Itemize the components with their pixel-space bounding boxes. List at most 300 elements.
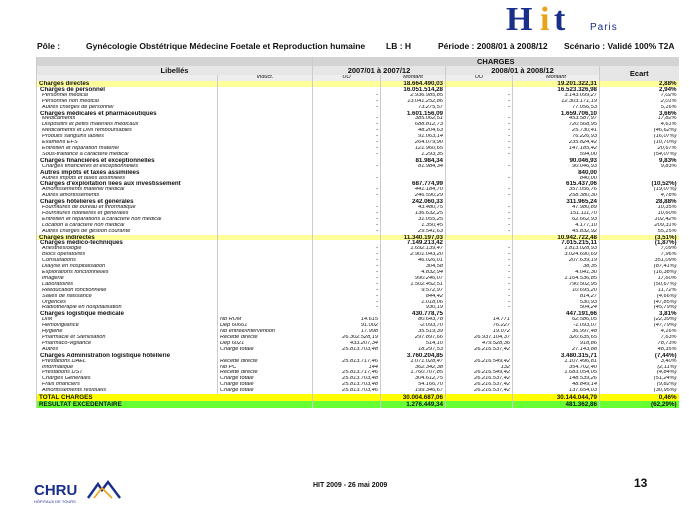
row-uo-2008: - xyxy=(446,258,513,264)
row-uo-2008: 132 xyxy=(446,365,513,371)
table-title: CHARGES xyxy=(313,57,679,66)
footer-caption: HIT 2009 - 26 mai 2009 xyxy=(313,482,388,489)
row-ecart: (9,82%) xyxy=(600,382,679,388)
row-montant-2008: 258.380,30 xyxy=(513,193,600,199)
row-label: Examens EFS xyxy=(37,140,218,146)
row-montant-2008: 137.654,03 xyxy=(513,388,600,394)
row-montant-2008: 453.587,97 xyxy=(513,116,600,122)
row-ecart: (16,38%) xyxy=(600,270,679,276)
row-uo-2008: - xyxy=(446,193,513,199)
col-ecart: Ecart xyxy=(600,66,679,81)
row-montant-2008: 235.824,42 xyxy=(513,140,600,146)
row-ecart: 2,88% xyxy=(600,81,679,87)
row-montant-2008: 7.015.215,11 xyxy=(513,240,600,246)
row-label: Frais financiers xyxy=(37,382,218,388)
row-label: Dispositifs et petits matériels médicaux xyxy=(37,122,218,128)
row-uo-2007: 25.813.703,48 xyxy=(313,382,381,388)
row-uo-2007: 14.615 xyxy=(313,317,381,323)
row-montant-2008: 90.046,93 xyxy=(513,164,600,170)
row-ecart: 9,83% xyxy=(600,158,679,164)
row-montant-2007: 1.601.156,09 xyxy=(381,111,446,117)
row-label: Charges d'exploitation liées aux investissement xyxy=(37,181,218,187)
row-label: Entretien et réparation matériel xyxy=(37,146,218,152)
row-label: Pharmaco-vigilance xyxy=(37,341,218,347)
row-montant-2008: 311.965,24 xyxy=(513,199,600,205)
total-montant-1: 30.004.687,06 xyxy=(381,394,446,401)
row-label: Prestations DAEL xyxy=(37,359,218,365)
row-uo-2008: - xyxy=(446,152,513,158)
row-montant-2008: 918,86 xyxy=(513,341,600,347)
row-montant-2007: 362.342,38 xyxy=(381,365,446,371)
row-uo-2007: - xyxy=(313,205,381,211)
row-ecart: 7,09% xyxy=(600,246,679,252)
row-inducteur: Nb RUM xyxy=(218,317,313,323)
row-montant-2007: 385.062,51 xyxy=(381,116,446,122)
row-uo-2007: 25.813.703,48 xyxy=(313,347,381,353)
row-uo-2008: - xyxy=(446,264,513,270)
row-uo-2007: - xyxy=(313,128,381,134)
row-label: Pharmacie et Stérilisation xyxy=(37,335,218,341)
row-uo-2007: 433.207,34 xyxy=(313,341,381,347)
page-number: 13 xyxy=(634,476,648,490)
total-row xyxy=(37,394,679,401)
row-inducteur: Recette directe xyxy=(218,370,313,376)
row-montant-2008: 357.056,76 xyxy=(513,187,600,193)
row-ecart: (47,79%) xyxy=(600,323,679,329)
row-label: Explorations fonctionnelles xyxy=(37,270,218,276)
row-montant-2008: 530,93 xyxy=(513,300,600,306)
row-ecart: (51,24%) xyxy=(600,376,679,382)
row-uo-2007: 25.813.717,46 xyxy=(313,370,381,376)
row-montant-2008: 1.683.054,05 xyxy=(513,370,600,376)
row-montant-2008: 3.024.690,69 xyxy=(513,252,600,258)
result-label: RESULTAT EXCEDENTAIRE xyxy=(37,401,313,408)
row-uo-2007: - xyxy=(313,152,381,158)
row-montant-2008: 25.730,41 xyxy=(513,128,600,134)
chru-name: CHRU xyxy=(34,482,78,499)
row-montant-2008: 48.849,14 xyxy=(513,382,600,388)
row-montant-2008: 90.046,93 xyxy=(513,158,600,164)
row-uo-2008: - xyxy=(446,205,513,211)
row-montant-2007: 1.293,35 xyxy=(381,152,446,158)
row-montant-2008: 1.164.536,85 xyxy=(513,276,600,282)
row-label: Charges Administration logistique hôtellerie xyxy=(37,353,218,359)
sub-montant-2: Montant xyxy=(513,75,600,81)
row-label: Radiothérapie en hospitalisation xyxy=(37,305,218,311)
pole-value: Gynécologie Obstétrique Médecine Foetale et Reproduction humaine xyxy=(86,41,366,51)
table-spacer xyxy=(37,57,313,66)
total-montant-2: 30.144.044,79 xyxy=(513,394,600,401)
row-uo-2007: - xyxy=(313,217,381,223)
row-montant-2007: 9.572,97 xyxy=(381,288,446,294)
row-uo-2007: - xyxy=(313,140,381,146)
row-label: Autres xyxy=(37,347,218,353)
row-uo-2008: - xyxy=(446,105,513,111)
row-ecart: (45,79%) xyxy=(600,305,679,311)
row-montant-2008: 1.107.496,81 xyxy=(513,359,600,365)
row-ecart: (1,87%) xyxy=(600,240,679,246)
row-montant-2007: 46.026,01 xyxy=(381,258,446,264)
row-uo-2008: - xyxy=(446,140,513,146)
row-montant-2007: 264.079,90 xyxy=(381,140,446,146)
row-label: Charges Générales xyxy=(37,376,218,382)
row-ecart: 7,63% xyxy=(600,335,679,341)
row-uo-2007: - xyxy=(313,288,381,294)
row-montant-2007: 81.984,34 xyxy=(381,164,446,170)
total-uo-1 xyxy=(313,394,381,401)
row-ecart: (47,85%) xyxy=(600,300,679,306)
row-uo-2008: - xyxy=(446,134,513,140)
row-uo-2007: 25.813.703,48 xyxy=(313,376,381,382)
row-uo-2008: - xyxy=(446,128,513,134)
row-inducteur: Dep 60661 xyxy=(218,323,313,329)
row-montant-2008: 148.539,26 xyxy=(513,376,600,382)
row-montant-2007: 18.297,53 xyxy=(381,347,446,353)
row-uo-2008: - xyxy=(446,229,513,235)
row-label: Personnel médical xyxy=(37,93,218,99)
row-montant-2008: 354.702,40 xyxy=(513,365,600,371)
row-montant-2008: 1.659.706,10 xyxy=(513,111,600,117)
row-montant-2008: 594,00 xyxy=(513,152,600,158)
row-montant-2007: 1.760.707,85 xyxy=(381,370,446,376)
row-montant-2008: 147.185,42 xyxy=(513,146,600,152)
row-uo-2007: - xyxy=(313,99,381,105)
row-ecart: 48,35% xyxy=(600,347,679,353)
row-montant-2007: 48.204,63 xyxy=(381,128,446,134)
row-label: Location à caractère non médical xyxy=(37,223,218,229)
row-uo-2008: - xyxy=(446,223,513,229)
row-montant-2008: -1.093,07 xyxy=(513,323,600,329)
row-montant-2008: 3.480.315,71 xyxy=(513,353,600,359)
row-ecart: 9,83% xyxy=(600,164,679,170)
row-uo-2007: 25.813.703,46 xyxy=(313,388,381,394)
row-label: Amortissements matériel médical xyxy=(37,187,218,193)
row-montant-2007: 2.936.985,85 xyxy=(381,93,446,99)
row-label: Charges indirectes xyxy=(37,235,218,241)
row-montant-2007: 11.340.197,03 xyxy=(381,235,446,241)
row-uo-2007: - xyxy=(313,134,381,140)
row-ecart: (50,67%) xyxy=(600,282,679,288)
hit-paris-logo xyxy=(506,3,616,37)
row-ecart: 17,82% xyxy=(600,116,679,122)
row-uo-2007: 144 xyxy=(313,365,381,371)
row-ecart: 28,88% xyxy=(600,199,679,205)
row-inducteur: Dep 6021 xyxy=(218,341,313,347)
row-montant-2008: 12.303.171,19 xyxy=(513,99,600,105)
row-montant-2008: 720.568,95 xyxy=(513,122,600,128)
result-montant-2: 481.362,86 xyxy=(513,401,600,408)
row-ecart: 3,40% xyxy=(600,359,679,365)
row-inducteur: Nb PC xyxy=(218,365,313,371)
row-inducteur: Recette directe xyxy=(218,335,313,341)
row-montant-2007: 73.275,57 xyxy=(381,105,446,111)
row-montant-2008: 207.639,19 xyxy=(513,258,600,264)
row-montant-2007: 121.960,65 xyxy=(381,146,446,152)
row-montant-2008: 3.143.099,27 xyxy=(513,93,600,99)
periode-label: Période : 2008/01 à 2008/12 xyxy=(438,41,548,51)
row-ecart: (87,41%) xyxy=(600,264,679,270)
row-montant-2008: 814,27 xyxy=(513,294,600,300)
row-uo-2007: - xyxy=(313,258,381,264)
row-montant-2007: 1.350,45 xyxy=(381,223,446,229)
row-montant-2007: 4.832,94 xyxy=(381,270,446,276)
row-uo-2008: - xyxy=(446,270,513,276)
row-ecart: 102,42% xyxy=(600,217,679,223)
row-ecart: (46,62%) xyxy=(600,128,679,134)
row-uo-2007: - xyxy=(313,305,381,311)
row-montant-2007: 1.502.452,51 xyxy=(381,282,446,288)
row-montant-2008: 62.586,05 xyxy=(513,317,600,323)
row-label: Fournitures de bureau et informatique xyxy=(37,205,218,211)
row-montant-2007: 3.760.204,85 xyxy=(381,353,446,359)
row-label: Amortissements résiduels xyxy=(37,388,218,394)
row-montant-2008: 320.635,65 xyxy=(513,335,600,341)
row-montant-2007: 91.063,14 xyxy=(381,134,446,140)
row-label: Autres charges de personnel xyxy=(37,105,218,111)
row-montant-2007: 242.060,33 xyxy=(381,199,446,205)
row-montant-2008: 10.942.722,48 xyxy=(513,235,600,241)
row-montant-2008: 1.813.028,93 xyxy=(513,246,600,252)
row-ecart: 351,09% xyxy=(600,258,679,264)
row-uo-2008: - xyxy=(446,305,513,311)
row-montant-2008: 77.056,53 xyxy=(513,105,600,111)
row-uo-2008: - xyxy=(446,116,513,122)
row-ecart: (4,66%) xyxy=(600,294,679,300)
col-period-1: 2007/01 à 2007/12 xyxy=(313,66,446,75)
row-ecart: (54,07%) xyxy=(600,152,679,158)
row-label: Entretien et réparations à caractère non médical xyxy=(37,217,218,223)
row-ecart: 4,78% xyxy=(600,193,679,199)
row-montant-2008: 840,00 xyxy=(513,176,600,182)
row-uo-2008: - xyxy=(446,246,513,252)
result-row xyxy=(37,401,679,408)
row-ecart: 10,60% xyxy=(600,211,679,217)
row-montant-2008: 36.997,48 xyxy=(513,329,600,335)
row-ecart: (4,84%) xyxy=(600,370,679,376)
row-ecart: 7,96% xyxy=(600,252,679,258)
row-uo-2007: 26.302.528,19 xyxy=(313,335,381,341)
row-montant-2007: 441.184,70 xyxy=(381,187,446,193)
sub-induct: Induct. xyxy=(218,75,313,81)
row-label: Autres amortissements xyxy=(37,193,218,199)
row-ecart: (19,07%) xyxy=(600,187,679,193)
row-montant-2007: 687.774,99 xyxy=(381,181,446,187)
row-uo-2008: - xyxy=(446,146,513,152)
row-uo-2007: - xyxy=(313,176,381,182)
row-montant-2008: 62.662,93 xyxy=(513,217,600,223)
row-label: Charges directes xyxy=(37,81,218,87)
row-uo-2008: - xyxy=(446,211,513,217)
row-uo-2008: 26.216.537,42 xyxy=(446,376,513,382)
row-montant-2007: 13.041.252,86 xyxy=(381,99,446,105)
sub-uo-2: UO xyxy=(446,75,513,81)
row-label: Prestations DST xyxy=(37,370,218,376)
row-montant-2007: 1.692.139,47 xyxy=(381,246,446,252)
row-uo-2008: - xyxy=(446,300,513,306)
row-montant-2007: 844,42 xyxy=(381,294,446,300)
row-label: Charges financières et exceptionnelles xyxy=(37,158,218,164)
row-uo-2007: - xyxy=(313,164,381,170)
row-uo-2008: - xyxy=(446,164,513,170)
row-label: Anesthésiologie xyxy=(37,246,218,252)
row-uo-2008: - xyxy=(446,176,513,182)
row-label: Salles de naissance xyxy=(37,294,218,300)
row-montant-2007: 304,58 xyxy=(381,264,446,270)
row-label: Charges médicales et pharmaceutiques xyxy=(37,111,218,117)
row-ecart: (30,95%) xyxy=(600,388,679,394)
row-uo-2007: - xyxy=(313,300,381,306)
chru-subtitle: HÔPITAUX DE TOURS xyxy=(34,499,76,504)
row-montant-2008: 45.832,92 xyxy=(513,229,600,235)
row-ecart: 55,15% xyxy=(600,229,679,235)
row-inducteur: Charge totale xyxy=(218,382,313,388)
logo-letter: i xyxy=(540,1,550,38)
row-label: Charges de personnel xyxy=(37,87,218,93)
row-uo-2007: 17.998 xyxy=(313,329,381,335)
total-label: TOTAL CHARGES xyxy=(37,394,313,401)
row-label: Médicaments xyxy=(37,116,218,122)
row-label: Imagerie xyxy=(37,276,218,282)
row-uo-2008: - xyxy=(446,122,513,128)
row-ecart: 2,01% xyxy=(600,99,679,105)
row-ecart: (16,07%) xyxy=(600,134,679,140)
row-label: Hémovigilance xyxy=(37,323,218,329)
row-label: Urgences xyxy=(37,300,218,306)
row-montant-2007: 7.149.213,42 xyxy=(381,240,446,246)
row-montant-2008: 790.502,95 xyxy=(513,282,600,288)
row-uo-2007: - xyxy=(313,229,381,235)
row-label: Médicaments et DMI remboursables xyxy=(37,128,218,134)
row-ecart: 3,81% xyxy=(600,311,679,317)
row-label: Charges logistique médicale xyxy=(37,311,218,317)
row-montant-2007: 304.612,75 xyxy=(381,376,446,382)
row-uo-2007: - xyxy=(313,93,381,99)
total-ecart: 0,46% xyxy=(600,394,679,401)
row-uo-2007: - xyxy=(313,122,381,128)
row-ecart: (7,44%) xyxy=(600,353,679,359)
row-uo-2008: 14.771 xyxy=(446,317,513,323)
row-montant-2007: -2.093,70 xyxy=(381,323,446,329)
row-label: DIM xyxy=(37,317,218,323)
row-montant-2007: 1.071.028,47 xyxy=(381,359,446,365)
row-montant-2007: 18.664.490,03 xyxy=(381,81,446,87)
chru-logo xyxy=(34,478,134,506)
row-uo-2007: 91.002 xyxy=(313,323,381,329)
row-label: Autres charges de gestion courante xyxy=(37,229,218,235)
row-ecart: 20,67% xyxy=(600,146,679,152)
row-uo-2008: - xyxy=(446,252,513,258)
lb-label: LB : H xyxy=(386,41,412,51)
sub-uo-1: UO xyxy=(313,75,381,81)
logo-letter: t xyxy=(554,1,566,38)
row-montant-2007: 990.246,07 xyxy=(381,276,446,282)
chru-mark-icon xyxy=(86,480,122,500)
row-montant-2008: 151.111,70 xyxy=(513,211,600,217)
row-montant-2007: 514,10 xyxy=(381,341,446,347)
row-label: Charges financières et exceptionnelles xyxy=(37,164,218,170)
row-label: Personnel non médical xyxy=(37,99,218,105)
row-montant-2008: 504,24 xyxy=(513,305,600,311)
row-montant-2008: 10.695,20 xyxy=(513,288,600,294)
row-label: Autres impôts et taxes assimilées xyxy=(37,170,218,176)
row-montant-2007: 81.984,34 xyxy=(381,158,446,164)
row-uo-2007: - xyxy=(313,146,381,152)
row-montant-2008: 47.980,89 xyxy=(513,205,600,211)
row-montant-2007: 430.778,75 xyxy=(381,311,446,317)
logo-city: Paris xyxy=(590,22,618,33)
row-montant-2007: 136.632,25 xyxy=(381,211,446,217)
row-uo-2008: - xyxy=(446,99,513,105)
charges-table xyxy=(36,57,679,408)
row-montant-2008: 76.226,93 xyxy=(513,134,600,140)
col-period-2: 2008/01 à 2008/12 xyxy=(446,66,600,75)
row-uo-2007: 25.813.717,46 xyxy=(313,359,381,365)
row-montant-2007: 54.166,70 xyxy=(381,382,446,388)
row-uo-2008: - xyxy=(446,288,513,294)
row-uo-2007: - xyxy=(313,211,381,217)
row-label: Fournitures hôtelières et générales xyxy=(37,211,218,217)
row-uo-2007: - xyxy=(313,282,381,288)
row-uo-2008: 76.227 xyxy=(446,323,513,329)
row-ecart: 2,94% xyxy=(600,87,679,93)
row-uo-2008: 26.216.537,42 xyxy=(446,382,513,388)
row-montant-2008: 38,35 xyxy=(513,264,600,270)
row-label: Blocs opératoires xyxy=(37,252,218,258)
row-montant-2007: 1.018,06 xyxy=(381,300,446,306)
row-ecart: (22,39%) xyxy=(600,317,679,323)
logo-letter: H xyxy=(506,1,533,38)
row-montant-2008: 447.191,66 xyxy=(513,311,600,317)
row-uo-2008: 26.216.549,42 xyxy=(446,370,513,376)
row-uo-2007: - xyxy=(313,270,381,276)
row-ecart: 11,72% xyxy=(600,288,679,294)
row-montant-2008: 840,00 xyxy=(513,170,600,176)
row-montant-2008: 27.143,88 xyxy=(513,347,600,353)
col-libelles: Libellés xyxy=(37,66,313,75)
row-inducteur: Charge totale xyxy=(218,347,313,353)
row-uo-2008: - xyxy=(446,294,513,300)
row-uo-2007: - xyxy=(313,193,381,199)
row-ecart: 3,66% xyxy=(600,111,679,117)
sub-montant-1: Montant xyxy=(381,75,446,81)
row-uo-2008: 479.528,36 xyxy=(446,341,513,347)
row-uo-2007: - xyxy=(313,294,381,300)
row-ecart: 4,61% xyxy=(600,122,679,128)
row-label: Autres impôts et taxes assimilées xyxy=(37,176,218,182)
row-label: Dialyse en hospitalisation xyxy=(37,264,218,270)
row-montant-2007: 246.590,29 xyxy=(381,193,446,199)
row-label: Charges médico-techniques xyxy=(37,240,218,246)
row-uo-2008: 26.216.537,42 xyxy=(446,388,513,394)
row-montant-2007: 16.051.514,28 xyxy=(381,87,446,93)
row-montant-2007: 80.643,78 xyxy=(381,317,446,323)
row-ecart: 209,31% xyxy=(600,223,679,229)
result-ecart: (62,29%) xyxy=(600,401,679,408)
row-ecart: (10,52%) xyxy=(600,181,679,187)
row-montant-2007: 199.346,67 xyxy=(381,388,446,394)
row-uo-2008: 26.937.104,37 xyxy=(446,335,513,341)
row-montant-2008: 4.177,10 xyxy=(513,223,600,229)
row-label: Laboratoires xyxy=(37,282,218,288)
row-uo-2007: - xyxy=(313,105,381,111)
row-label: Hygiène xyxy=(37,329,218,335)
row-label: Consultations xyxy=(37,258,218,264)
result-montant-1: 1.276.449,34 xyxy=(381,401,446,408)
row-uo-2007: - xyxy=(313,187,381,193)
row-ecart: 78,73% xyxy=(600,341,679,347)
row-inducteur: Nb entrée/intervention xyxy=(218,329,313,335)
row-montant-2007: 35.519,39 xyxy=(381,329,446,335)
